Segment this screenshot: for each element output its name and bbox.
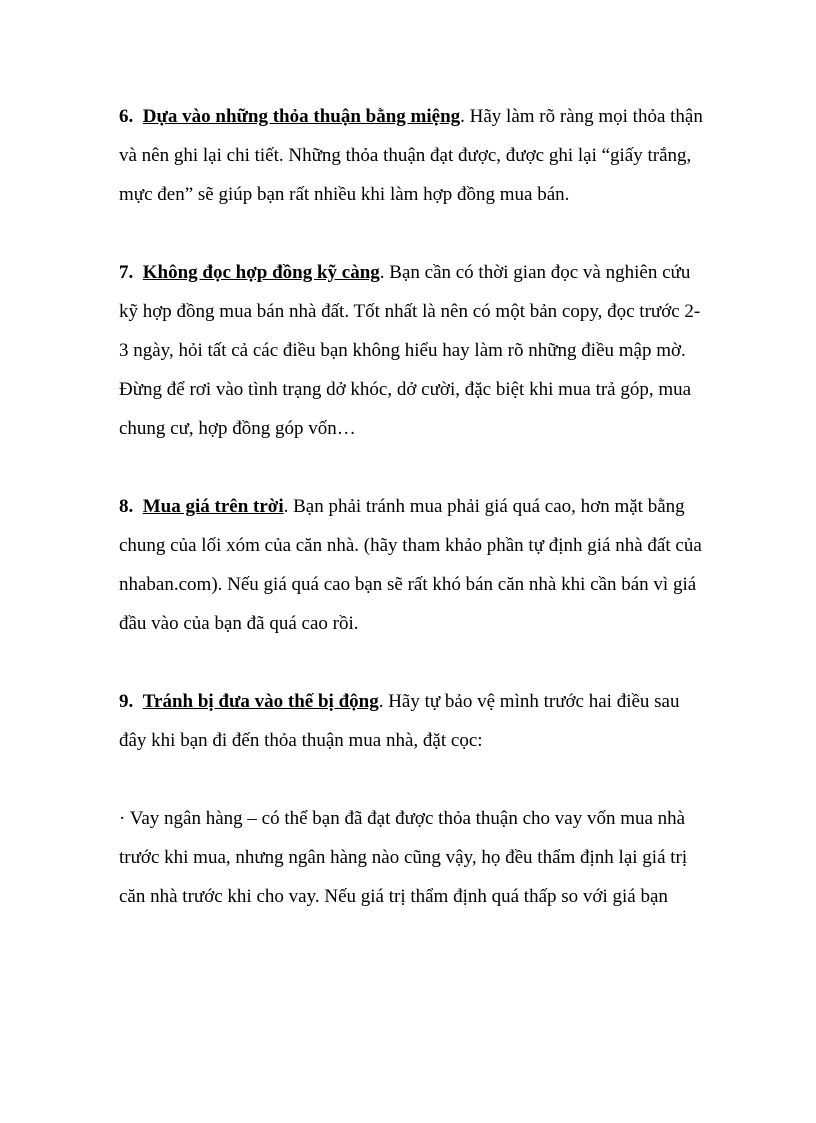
item-9-paragraph [119, 682, 709, 760]
item-6-heading: Dựa vào những thỏa thuận bằng miệng [142, 106, 461, 127]
document-page [119, 97, 709, 955]
item-8-heading: Mua giá trên trời [142, 496, 284, 517]
item-8-body: . Bạn phải tránh mua phải giá quá cao, hơn mặt bằng chung của lối xóm của căn nhà. (hãy tham khảo phần tự định giá nhà đất của nhaban.com). Nếu giá quá cao bạn sẽ rất khó bán căn nhà khi cần bán vì giá đầu vào của bạn đã quá cao rồi. [119, 496, 702, 634]
item-8-number: 8. [119, 496, 134, 517]
bullet-text: Vay ngân hàng – có thể bạn đã đạt được thỏa thuận cho vay vốn mua nhà trước khi mua, nhưng ngân hàng nào cũng vậy, họ đều thẩm định lại giá trị căn nhà trước khi cho vay. Nếu giá trị thẩm định quá thấp so với giá bạn [119, 808, 688, 907]
bullet-paragraph [119, 799, 709, 916]
item-6-paragraph [119, 97, 709, 214]
item-7-number: 7. [119, 262, 134, 283]
item-7-paragraph [119, 253, 709, 448]
item-6-number: 6. [119, 106, 134, 127]
bullet-marker: · [119, 808, 126, 829]
item-8-paragraph [119, 487, 709, 643]
item-9-heading: Tránh bị đưa vào thế bị động [142, 691, 379, 712]
item-9-body: . Hãy tự bảo vệ mình trước hai điều sau đây khi bạn đi đến thỏa thuận mua nhà, đặt cọc: [119, 691, 680, 751]
item-6-body: . Hãy làm rõ ràng mọi thỏa thận và nên ghi lại chi tiết. Những thỏa thuận đạt được, được ghi lại “giấy trắng, mực đen” sẽ giúp bạn rất nhiều khi làm hợp đồng mua bán. [119, 106, 703, 205]
item-7-heading: Không đọc hợp đồng kỹ càng [142, 262, 380, 283]
item-9-number: 9. [119, 691, 134, 712]
item-7-body: . Bạn cần có thời gian đọc và nghiên cứu kỹ hợp đồng mua bán nhà đất. Tốt nhất là nên có một bản copy, đọc trước 2-3 ngày, hỏi tất cả các điều bạn không hiểu hay làm rõ những điều mập mờ. Đừng để rơi vào tình trạng dở khóc, dở cười, đặc biệt khi mua trả góp, mua chung cư, hợp đồng góp vốn… [119, 262, 701, 439]
